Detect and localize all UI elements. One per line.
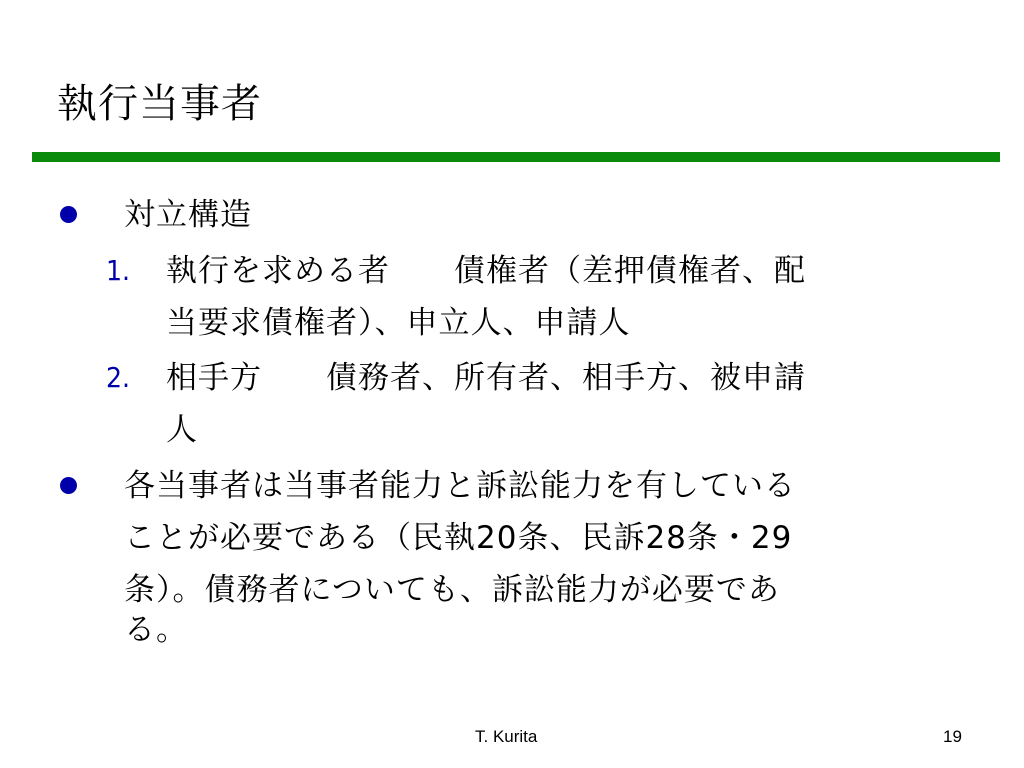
bullet-icon	[60, 477, 77, 494]
footer-page-number: 19	[943, 727, 962, 746]
slide-title: 執行当事者	[57, 81, 262, 127]
numbered-item-2-line-1: 相手方 債務者、所有者、相手方、被申請	[166, 360, 806, 396]
list-number-1: 1.	[106, 254, 131, 287]
title-divider	[32, 152, 1000, 162]
bullet-2-line-3: 条）。債務者についても、訴訟能力が必要であ	[124, 572, 780, 608]
numbered-item-2-line-2: 人	[166, 412, 198, 448]
footer-author: T. Kurita	[475, 727, 538, 746]
bullet-2-line-4: る。	[124, 612, 188, 648]
numbered-item-1-line-1: 執行を求める者 債権者（差押債権者、配	[166, 253, 806, 289]
bullet-2-line-1: 各当事者は当事者能力と訴訟能力を有している	[124, 468, 796, 504]
bullet-2-line-2: ことが必要である（民執20条、民訴28条・29	[124, 520, 793, 556]
bullet-icon	[60, 206, 77, 223]
bullet-text-structure: 対立構造	[124, 197, 252, 233]
numbered-item-1-line-2: 当要求債権者）、申立人、申請人	[166, 305, 631, 341]
list-number-2: 2.	[106, 361, 131, 394]
